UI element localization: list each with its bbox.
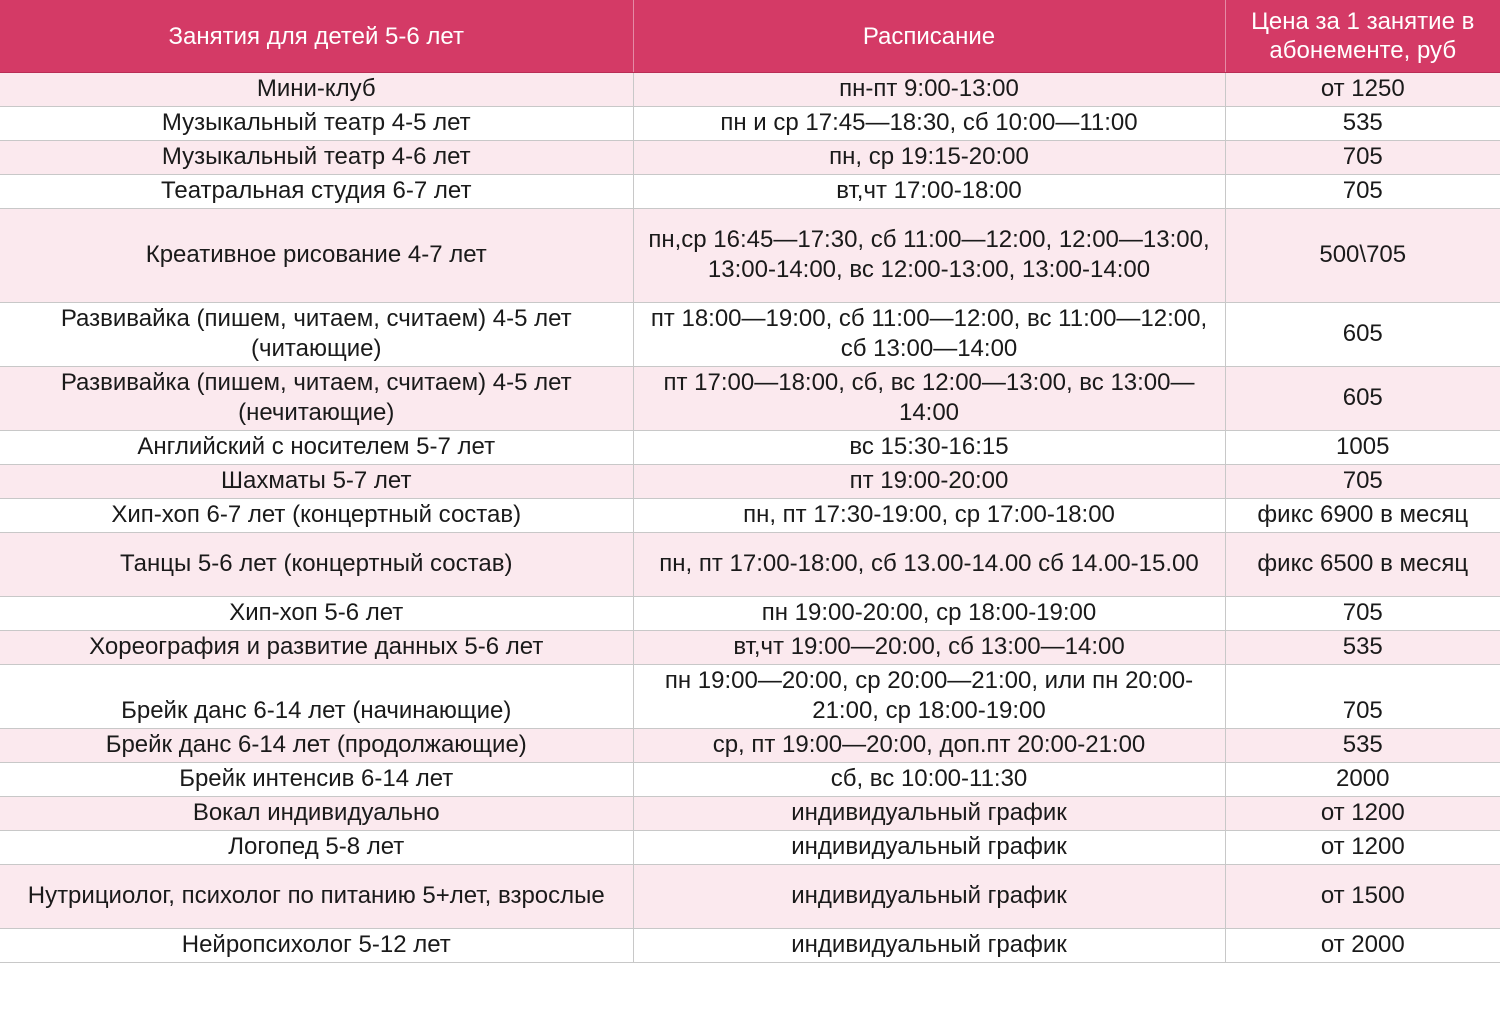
table-row — [0, 209, 1500, 303]
schedule-cell: пн-пт 9:00-13:00 — [633, 73, 1225, 107]
table-row — [0, 73, 1500, 107]
price-cell: фикс 6900 в месяц — [1225, 499, 1500, 533]
price-cell: 535 — [1225, 729, 1500, 763]
activity-cell: Хип-хоп 5-6 лет — [0, 597, 633, 631]
activity-cell: Нейропсихолог 5-12 лет — [0, 929, 633, 963]
table-row — [0, 763, 1500, 797]
schedule-cell: пн, ср 19:15-20:00 — [633, 141, 1225, 175]
table-row — [0, 729, 1500, 763]
activity-cell: Брейк данс 6-14 лет (продолжающие) — [0, 729, 633, 763]
activity-cell: Музыкальный театр 4-5 лет — [0, 107, 633, 141]
activity-cell: Нутрициолог, психолог по питанию 5+лет, взрослые — [0, 865, 633, 929]
table-row — [0, 929, 1500, 963]
activity-cell: Хореография и развитие данных 5-6 лет — [0, 631, 633, 665]
table-row — [0, 175, 1500, 209]
schedule-cell: пн, пт 17:00-18:00, сб 13.00-14.00 сб 14.00-15.00 — [633, 533, 1225, 597]
table-row — [0, 797, 1500, 831]
table-row — [0, 367, 1500, 431]
schedule-cell: индивидуальный график — [633, 865, 1225, 929]
schedule-cell: пн 19:00-20:00, ср 18:00-19:00 — [633, 597, 1225, 631]
price-cell: от 1200 — [1225, 797, 1500, 831]
table-row — [0, 631, 1500, 665]
price-cell: 705 — [1225, 175, 1500, 209]
table-row — [0, 465, 1500, 499]
price-cell: 535 — [1225, 631, 1500, 665]
activity-cell: Развивайка (пишем, читаем, считаем) 4-5 лет (читающие) — [0, 303, 633, 367]
price-cell: фикс 6500 в месяц — [1225, 533, 1500, 597]
table-row — [0, 865, 1500, 929]
table-row — [0, 533, 1500, 597]
activity-cell: Хип-хоп 6-7 лет (концертный состав) — [0, 499, 633, 533]
activity-cell: Развивайка (пишем, читаем, считаем) 4-5 лет (нечитающие) — [0, 367, 633, 431]
price-cell: 705 — [1225, 597, 1500, 631]
schedule-cell: индивидуальный график — [633, 929, 1225, 963]
price-cell: от 1500 — [1225, 865, 1500, 929]
schedule-cell: пт 19:00-20:00 — [633, 465, 1225, 499]
activity-cell: Вокал индивидуально — [0, 797, 633, 831]
activity-cell: Танцы 5-6 лет (концертный состав) — [0, 533, 633, 597]
schedule-cell: пн, пт 17:30-19:00, ср 17:00-18:00 — [633, 499, 1225, 533]
header-schedule: Расписание — [633, 0, 1225, 73]
schedule-cell: сб, вс 10:00-11:30 — [633, 763, 1225, 797]
price-cell: 605 — [1225, 303, 1500, 367]
activity-cell: Брейк данс 6-14 лет (начинающие) — [0, 665, 633, 729]
schedule-cell: вт,чт 19:00—20:00, сб 13:00—14:00 — [633, 631, 1225, 665]
price-cell: 705 — [1225, 465, 1500, 499]
price-cell: 705 — [1225, 665, 1500, 729]
schedule-cell: пн,ср 16:45—17:30, сб 11:00—12:00, 12:00—13:00, 13:00-14:00, вс 12:00-13:00, 13:00-14:00 — [633, 209, 1225, 303]
price-cell: 535 — [1225, 107, 1500, 141]
header-row — [0, 0, 1500, 73]
table-row — [0, 431, 1500, 465]
table-row — [0, 303, 1500, 367]
price-cell: от 2000 — [1225, 929, 1500, 963]
price-cell: 605 — [1225, 367, 1500, 431]
table-row — [0, 499, 1500, 533]
header-price: Цена за 1 занятие в абонементе, руб — [1225, 0, 1500, 73]
price-cell: от 1200 — [1225, 831, 1500, 865]
table-row — [0, 665, 1500, 729]
price-cell: от 1250 — [1225, 73, 1500, 107]
schedule-cell: вт,чт 17:00-18:00 — [633, 175, 1225, 209]
schedule-cell: индивидуальный график — [633, 797, 1225, 831]
schedule-cell: ср, пт 19:00—20:00, доп.пт 20:00-21:00 — [633, 729, 1225, 763]
activity-cell: Театральная студия 6-7 лет — [0, 175, 633, 209]
price-cell: 2000 — [1225, 763, 1500, 797]
schedule-cell: пт 17:00—18:00, сб, вс 12:00—13:00, вс 13:00—14:00 — [633, 367, 1225, 431]
schedule-cell: пн 19:00—20:00, ср 20:00—21:00, или пн 20:00-21:00, ср 18:00-19:00 — [633, 665, 1225, 729]
schedule-cell: пт 18:00—19:00, сб 11:00—12:00, вс 11:00—12:00, сб 13:00—14:00 — [633, 303, 1225, 367]
table-row — [0, 831, 1500, 865]
activity-cell: Английский с носителем 5-7 лет — [0, 431, 633, 465]
activity-cell: Музыкальный театр 4-6 лет — [0, 141, 633, 175]
table-row — [0, 141, 1500, 175]
schedule-cell: вс 15:30-16:15 — [633, 431, 1225, 465]
table-row — [0, 107, 1500, 141]
schedule-cell: пн и ср 17:45—18:30, сб 10:00—11:00 — [633, 107, 1225, 141]
price-cell: 500\705 — [1225, 209, 1500, 303]
activity-cell: Мини-клуб — [0, 73, 633, 107]
activity-cell: Креативное рисование 4-7 лет — [0, 209, 633, 303]
price-cell: 1005 — [1225, 431, 1500, 465]
table-row — [0, 597, 1500, 631]
activity-cell: Брейк интенсив 6-14 лет — [0, 763, 633, 797]
price-cell: 705 — [1225, 141, 1500, 175]
header-activity: Занятия для детей 5-6 лет — [0, 0, 633, 73]
schedule-cell: индивидуальный график — [633, 831, 1225, 865]
activity-cell: Логопед 5-8 лет — [0, 831, 633, 865]
activity-cell: Шахматы 5-7 лет — [0, 465, 633, 499]
